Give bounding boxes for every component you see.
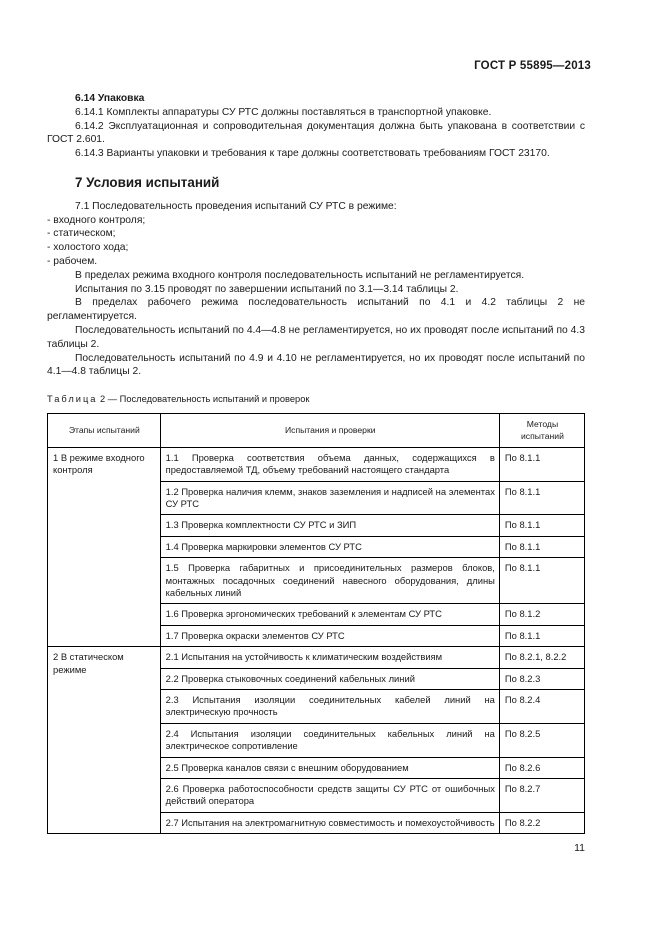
- header-stages: Этапы испытаний: [48, 413, 161, 447]
- test-cell: 2.5 Проверка каналов связи с внешним оборудованием: [160, 757, 499, 778]
- paragraph-6-14-3: 6.14.3 Варианты упаковки и требования к таре должны соответствовать требованиям ГОСТ 23170.: [75, 148, 550, 160]
- test-cell: 1.6 Проверка эргономических требований к элементам СУ РТС: [160, 604, 499, 625]
- test-cell: 2.1 Испытания на устойчивость к климатическим воздействиям: [160, 647, 499, 668]
- paragraph-tests-4-4: Последовательность испытаний по 4.4—4.8 не регламентируется, но их проводят после испытаний по 4.3 таблицы 2.: [47, 324, 585, 350]
- page-body: [47, 92, 585, 834]
- paragraph-6-14-1: 6.14.1 Комплекты аппаратуры СУ РТС должны поставляться в транспортной упаковке.: [75, 106, 492, 118]
- test-cell: 2.2 Проверка стыковочных соединений кабельных линий: [160, 668, 499, 689]
- method-cell: По 8.2.1, 8.2.2: [499, 647, 584, 668]
- table-row: [48, 447, 585, 481]
- method-cell: По 8.1.1: [499, 515, 584, 536]
- table-row: [48, 647, 585, 668]
- test-cell: 2.3 Испытания изоляции соединительных кабелей линий на электрическую прочность: [160, 690, 499, 724]
- stage-cell: 2 В статическом режиме: [48, 647, 161, 834]
- test-cell: 1.3 Проверка комплектности СУ РТС и ЗИП: [160, 515, 499, 536]
- paragraph-tests-4-9: Последовательность испытаний по 4.9 и 4.10 не регламентируется, но их проводят после испытаний по 4.1—4.8 таблицы 2.: [47, 352, 585, 378]
- header-tests: Испытания и проверки: [160, 413, 499, 447]
- test-cell: 1.2 Проверка наличия клемм, знаков заземления и надписей на элементах СУ РТС: [160, 481, 499, 515]
- table-caption: [47, 393, 585, 407]
- method-cell: По 8.1.1: [499, 481, 584, 515]
- test-cell: 1.4 Проверка маркировки элементов СУ РТС: [160, 536, 499, 557]
- table-body: [48, 447, 585, 834]
- test-cell: 2.6 Проверка работоспособности средств защиты СУ РТС от ошибочных действий оператора: [160, 779, 499, 813]
- method-cell: По 8.1.1: [499, 536, 584, 557]
- table-caption-title: 2 — Последовательность испытаний и проверок: [100, 394, 310, 405]
- paragraph-7-1: 7.1 Последовательность проведения испытаний СУ РТС в режиме:: [75, 200, 397, 212]
- method-cell: По 8.2.5: [499, 723, 584, 757]
- document-standard-header: ГОСТ Р 55895—2013: [474, 60, 591, 72]
- mode-list-item: - статическом;: [47, 228, 116, 240]
- stage-cell: 1 В режиме входного контроля: [48, 447, 161, 646]
- section-6-14-heading: 6.14 Упаковка: [75, 93, 145, 104]
- tests-table: [47, 413, 585, 834]
- test-cell: 1.7 Проверка окраски элементов СУ РТС: [160, 625, 499, 646]
- page-number: 11: [574, 842, 585, 854]
- test-cell: 1.1 Проверка соответствия объема данных, содержащихся в предоставляемой ТД, объему требований настоящего стандарта: [160, 447, 499, 481]
- method-cell: По 8.2.7: [499, 779, 584, 813]
- table-caption-label: Таблица: [47, 394, 98, 405]
- test-cell: 2.7 Испытания на электромагнитную совместимость и помехоустойчивость: [160, 812, 499, 833]
- method-cell: По 8.1.1: [499, 447, 584, 481]
- paragraph-tests-3-15: Испытания по 3.15 проводят по завершении испытаний по 3.1—3.14 таблицы 2.: [75, 283, 459, 295]
- paragraph-input-control: В пределах режима входного контроля последовательность испытаний не регламентируется.: [75, 269, 525, 281]
- table-header-row: [48, 413, 585, 447]
- method-cell: По 8.1.1: [499, 558, 584, 604]
- section-7-heading: 7 Условия испытаний: [75, 174, 220, 190]
- mode-list-item: - входного контроля;: [47, 214, 146, 226]
- mode-list-item: - рабочем.: [47, 255, 98, 267]
- header-methods: Методы испытаний: [499, 413, 584, 447]
- method-cell: По 8.2.2: [499, 812, 584, 833]
- test-cell: 1.5 Проверка габаритных и присоединительных размеров блоков, монтажных посадочных соединений навесного оборудования, длины кабельных линий: [160, 558, 499, 604]
- mode-list-item: - холостого хода;: [47, 242, 129, 254]
- paragraph-6-14-2: 6.14.2 Эксплуатационная и сопроводительная документация должна быть упакована в соответствии с ГОСТ 2.601.: [47, 120, 585, 146]
- method-cell: По 8.2.4: [499, 690, 584, 724]
- method-cell: По 8.1.1: [499, 625, 584, 646]
- method-cell: По 8.1.2: [499, 604, 584, 625]
- test-cell: 2.4 Испытания изоляции соединительных кабельных линий на электрическое сопротивление: [160, 723, 499, 757]
- method-cell: По 8.2.3: [499, 668, 584, 689]
- paragraph-working-mode: В пределах рабочего режима последовательность испытаний по 4.1 и 4.2 таблицы 2 не регламентируется.: [47, 297, 585, 323]
- method-cell: По 8.2.6: [499, 757, 584, 778]
